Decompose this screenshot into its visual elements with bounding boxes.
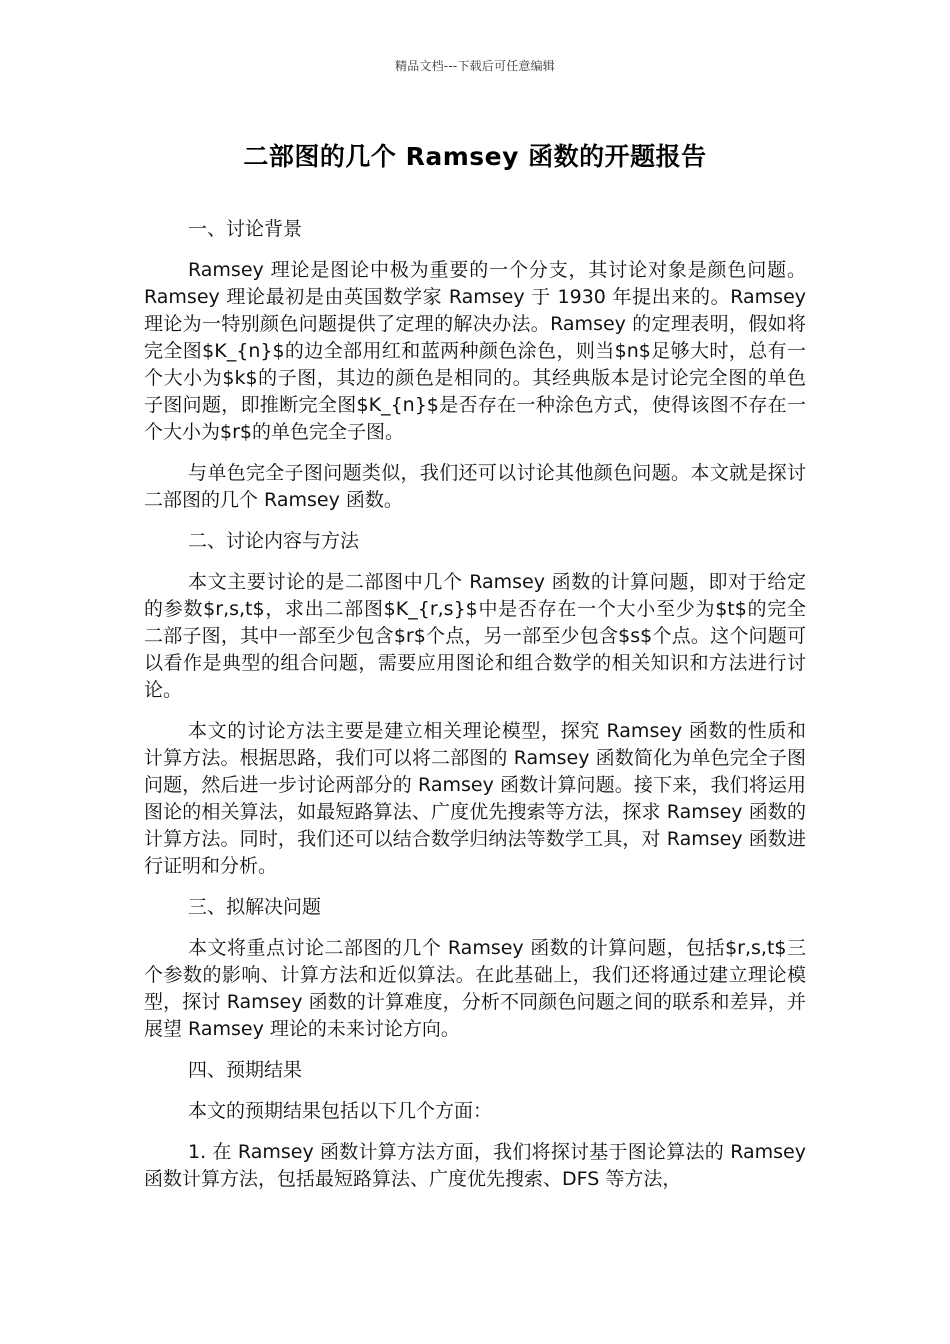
paragraph-problems: 本文将重点讨论二部图的几个 Ramsey 函数的计算问题，包括$r,s,t$三个参数的影响、计算方法和近似算法。在此基础上，我们还将通过建立理论模型，探讨 Ramsey 函数的计算难度，分析不同颜色问题之间的联系和差异，并展望 Ramsey 理论的未来讨论方向。 (144, 937, 806, 1040)
paragraph-research-method: 本文的讨论方法主要是建立相关理论模型，探究 Ramsey 函数的性质和计算方法。根据思路，我们可以将二部图的 Ramsey 函数简化为单色完全子图问题，然后进一步讨论两部分的 Ramsey 函数计算问题。接下来，我们将运用图论的相关算法，如最短路算法、广度优先搜索等方法，探求 Ramsey 函数的计算方法。同时，我们还可以结合数学归纳法等数学工具，对 Ramsey 函数进行证明和分析。 (144, 720, 806, 877)
section-heading-background: 一、讨论背景 (188, 218, 303, 240)
paragraph-expected-item-1: 1. 在 Ramsey 函数计算方法方面，我们将探讨基于图论算法的 Ramsey 函数计算方法，包括最短路算法、广度优先搜索、DFS 等方法， (144, 1141, 806, 1190)
document-title: 二部图的几个 Ramsey 函数的开题报告 (243, 142, 707, 171)
paragraph-ramsey-intro: Ramsey 理论是图论中极为重要的一个分支，其讨论对象是颜色问题。Ramsey 理论最初是由英国数学家 Ramsey 于 1930 年提出来的。Ramsey 理论为一特别颜色问题提供了定理的解决办法。Ramsey 的定理表明，假如将完全图$K_{n}$的边全部用红和蓝两种颜色涂色，则当$n$足够大时，总有一个大小为$k$的子图，其边的颜色是相同的。其经典版本是讨论完全图的单色子图问题，即推断完全图$K_{n}$是否存在一种涂色方式，使得该图不存在一个大小为$r$的单色完全子图。 (144, 259, 806, 443)
page-header: 精品文档---下载后可任意编辑 (395, 59, 555, 73)
section-heading-problems: 三、拟解决问题 (188, 896, 322, 918)
section-heading-expected-results: 四、预期结果 (188, 1059, 303, 1081)
document-body (144, 216, 806, 1207)
paragraph-research-content: 本文主要讨论的是二部图中几个 Ramsey 函数的计算问题，即对于给定的参数$r,s,t$，求出二部图$K_{r,s}$中是否存在一个大小至少为$t$的完全二部子图，其中一部至少包含$r$个点，另一部至少包含$s$个点。这个问题可以看作是典型的组合问题，需要应用图论和组合数学的相关知识和方法进行讨论。 (144, 571, 806, 701)
section-heading-content-method: 二、讨论内容与方法 (188, 530, 360, 552)
paragraph-expected-intro: 本文的预期结果包括以下几个方面： (188, 1100, 493, 1122)
paragraph-bipartite-topic: 与单色完全子图问题类似，我们还可以讨论其他颜色问题。本文就是探讨二部图的几个 Ramsey 函数。 (144, 462, 806, 511)
